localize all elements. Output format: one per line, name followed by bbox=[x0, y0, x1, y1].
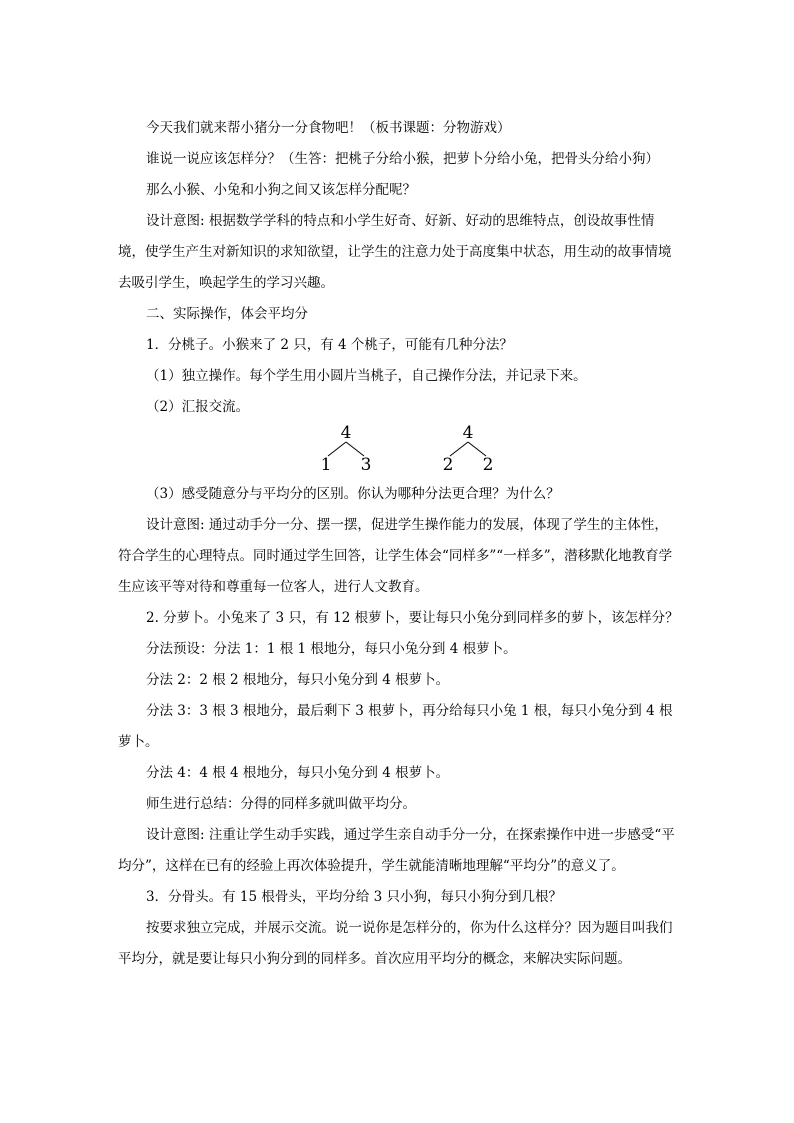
tree-left-part: 1 bbox=[320, 455, 332, 475]
tree-right-part: 2 bbox=[482, 455, 494, 475]
tree-left-part: 2 bbox=[442, 455, 454, 475]
paragraph: 分法 2：2 根 2 根地分，每只小兔分到 4 根萝卜。 bbox=[146, 672, 450, 688]
tree-total: 4 bbox=[340, 423, 352, 443]
tree-right-part: 3 bbox=[360, 455, 372, 475]
division-tree-1-3 bbox=[316, 423, 376, 479]
question-paragraph: 2. 分萝卜。小兔来了 3 只，有 12 根萝卜，要让每只小兔分到同样多的萝卜，该怎样分？ bbox=[146, 610, 679, 626]
paragraph: 按要求独立完成，并展示交流。说一说你是怎样分的，你为什么这样分？因为题目叫我们平均分，就是要让每只小狗分到的同样多。首次应用平均分的概念，来解决实际问题。 bbox=[118, 920, 673, 967]
division-tree-2-2 bbox=[438, 423, 498, 479]
paragraph: 谁说一说应该怎样分？（生答：把桃子分给小猴，把萝卜分给小兔，把骨头分给小狗） bbox=[146, 151, 659, 167]
paragraph: 师生进行总结：分得的同样多就叫做平均分。 bbox=[146, 796, 416, 812]
tree-total: 4 bbox=[462, 423, 474, 443]
question-paragraph: 1．分桃子。小猴来了 2 只，有 4 个桃子，可能有几种分法？ bbox=[146, 337, 513, 353]
design-intent-paragraph: 设计意图: 根据数学学科的特点和小学生好奇、好新、好动的思维特点，创设故事性情境，使学生产生对新知识的求知欲望，让学生的注意力处于高度集中状态，用生动的故事情境去吸引学生，唤起学生的学习兴趣。 bbox=[118, 213, 672, 291]
paragraph: 今天我们就来帮小猪分一分食物吧！（板书课题：分物游戏） bbox=[146, 120, 511, 136]
paragraph: 分法 4：4 根 4 根地分，每只小兔分到 4 根萝卜。 bbox=[146, 765, 450, 781]
paragraph: 分法预设：分法 1：1 根 1 根地分，每只小兔分到 4 根萝卜。 bbox=[146, 641, 517, 657]
document-body bbox=[118, 113, 680, 975]
paragraph: 分法 3：3 根 3 根地分，最后剩下 3 根萝卜，再分给每只小兔 1 根，每只小兔分到 4 根萝卜。 bbox=[118, 703, 673, 750]
paragraph: （3）感受随意分与平均分的区别。你认为哪种分法更合理？为什么？ bbox=[146, 486, 560, 502]
section-heading: 二、实际操作，体会平均分 bbox=[146, 306, 308, 322]
design-intent-paragraph: 设计意图: 注重让学生动手实践，通过学生亲自动手分一分，在探索操作中进一步感受“平均分”，这样在已有的经验上再次体验提升，学生就能清晰地理解“平均分”的意义了。 bbox=[118, 827, 675, 874]
division-tree-diagram bbox=[118, 423, 680, 479]
paragraph: 那么小猴、小兔和小狗之间又该怎样分配呢？ bbox=[146, 182, 416, 198]
design-intent-paragraph: 设计意图: 通过动手分一分、摆一摆，促进学生操作能力的发展，体现了学生的主体性，符合学生的心理特点。同时通过学生回答，让学生体会“同样多”“一样多”，潜移默化地教育学生应该平等对待和尊重每一位客人，进行人文教育。 bbox=[118, 517, 673, 595]
paragraph: （1）独立操作。每个学生用小圆片当桃子，自己操作分法，并记录下来。 bbox=[146, 368, 587, 384]
paragraph: （2）汇报交流。 bbox=[146, 399, 250, 415]
question-paragraph: 3．分骨头。有 15 根骨头，平均分给 3 只小狗，每只小狗分到几根？ bbox=[146, 889, 563, 905]
